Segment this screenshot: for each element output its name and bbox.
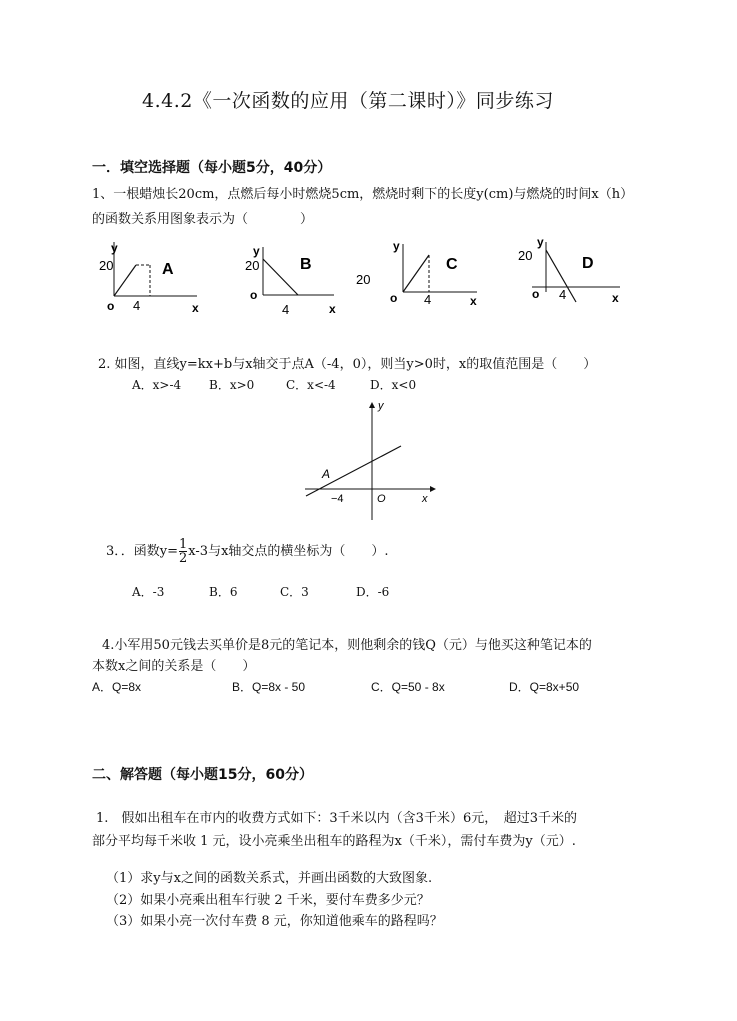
q4-option-c: C．Q=50 - 8x [371, 680, 445, 694]
graph-b-y-value: 20 [245, 258, 260, 273]
graph-option-d [512, 232, 627, 308]
q3-frac-num: 1 [179, 537, 188, 552]
graph-d-x-label: x [612, 291, 619, 305]
q3-option-c: C．3 [280, 585, 309, 599]
graph-option-b [238, 237, 348, 321]
graph-a-origin: o [107, 299, 115, 313]
q2-x-label: x [422, 493, 428, 505]
q4-option-d: D．Q=8x+50 [509, 680, 580, 694]
q1-text-line2: 的函数关系用图象表示为（ ） [92, 212, 314, 227]
graph-d-option-label: D [582, 255, 594, 272]
graph-a-option-label: A [162, 261, 174, 278]
graph-a-y-label: y [111, 241, 118, 255]
q2-option-b: B．x>0 [209, 378, 255, 392]
q2-option-d: D．x<0 [370, 378, 417, 392]
q3-suffix: x-3与x轴交点的横坐标为（ ）. [188, 544, 389, 559]
q1-text-line1: 1、一根蜡烛长20cm，点燃后每小时燃烧5cm，燃烧时剩下的长度y(cm)与燃烧的时间x（h） [92, 187, 634, 202]
graph-a-y-value: 20 [99, 258, 114, 273]
graph-c-line [403, 255, 429, 292]
graph-d-y-value: 20 [518, 248, 533, 263]
q4-text-line1: 4.小军用50元钱去买单价是8元的笔记本，则他剩余的钱Q（元）与他买这种笔记本的 [102, 638, 592, 653]
graph-c-origin: o [390, 291, 398, 305]
q2-y-label: y [378, 400, 384, 412]
q3-fraction [179, 538, 187, 565]
q3-text [106, 538, 389, 565]
p1-sub-2: （2）如果小亮乘出租车行驶 2 千米，要付车费多少元？ [106, 893, 430, 908]
graph-b-line [263, 259, 298, 295]
q2-option-c: C．x<-4 [286, 378, 336, 392]
graph-b-x-label: x [329, 302, 336, 316]
q4-option-a: A．Q=8x [92, 680, 142, 694]
section-1-heading: 一．填空选择题（每小题5分，40分） [92, 160, 332, 176]
q4-option-b: B．Q=8x - 50 [232, 680, 306, 694]
p1-sub-3: （3）如果小亮一次付车费 8 元，你知道他乘车的路程吗？ [106, 914, 443, 929]
graph-b-y-label: y [253, 244, 260, 258]
q2-x-tick: −4 [331, 493, 344, 505]
q2-text: 2. 如图，直线y=kx+b与x轴交于点A（-4，0），则当y>0时，x的取值范围是（ ） [98, 357, 597, 372]
p1-text-line1: 1. 假如出租车在市内的收费方式如下：3千米以内（含3千米）6元， 超过3千米的 [96, 811, 577, 826]
q2-option-a: A．x>-4 [132, 378, 182, 392]
p1-sub-1: （1）求y与x之间的函数关系式，并画出函数的大致图象. [106, 871, 433, 886]
graph-c-y-value: 20 [356, 272, 371, 287]
graph-d-y-label: y [537, 235, 544, 249]
graph-c-y-label: y [393, 239, 400, 253]
page-title: 4.4.2《一次函数的应用（第二课时）》同步练习 [142, 90, 554, 112]
q3-option-d: D．-6 [356, 585, 390, 599]
graph-c-option-label: C [446, 256, 458, 273]
q3-option-b: B．6 [209, 585, 238, 599]
graph-a-x-label: x [192, 301, 199, 315]
graph-a-line [114, 265, 136, 296]
q3-frac-den: 2 [179, 551, 188, 566]
q2-origin: O [377, 493, 386, 505]
q3-prefix: 3．．函数y= [106, 544, 179, 559]
q2-figure [300, 398, 445, 523]
q4-text-line2: 本数x之间的关系是（ ） [92, 659, 256, 674]
graph-option-a [92, 232, 212, 320]
q2-point-label: A [322, 467, 331, 481]
graph-c-x-label: x [470, 294, 477, 308]
graph-d-origin: o [532, 287, 540, 301]
q3-option-a: A．-3 [132, 585, 165, 599]
p1-text-line2: 部分平均每千米收 1 元，设小亮乘坐出租车的路程为x（千米），需付车费为y（元）. [92, 834, 576, 849]
graph-d-x-value: 4 [559, 287, 567, 302]
graph-b-x-value: 4 [282, 302, 290, 317]
graph-option-c [352, 234, 482, 312]
graph-c-x-value: 4 [424, 292, 432, 307]
graph-a-x-value: 4 [133, 298, 141, 313]
section-2-heading: 二、解答题（每小题15分，60分） [92, 767, 313, 783]
graph-b-origin: o [250, 288, 258, 302]
graph-b-option-label: B [300, 256, 312, 273]
